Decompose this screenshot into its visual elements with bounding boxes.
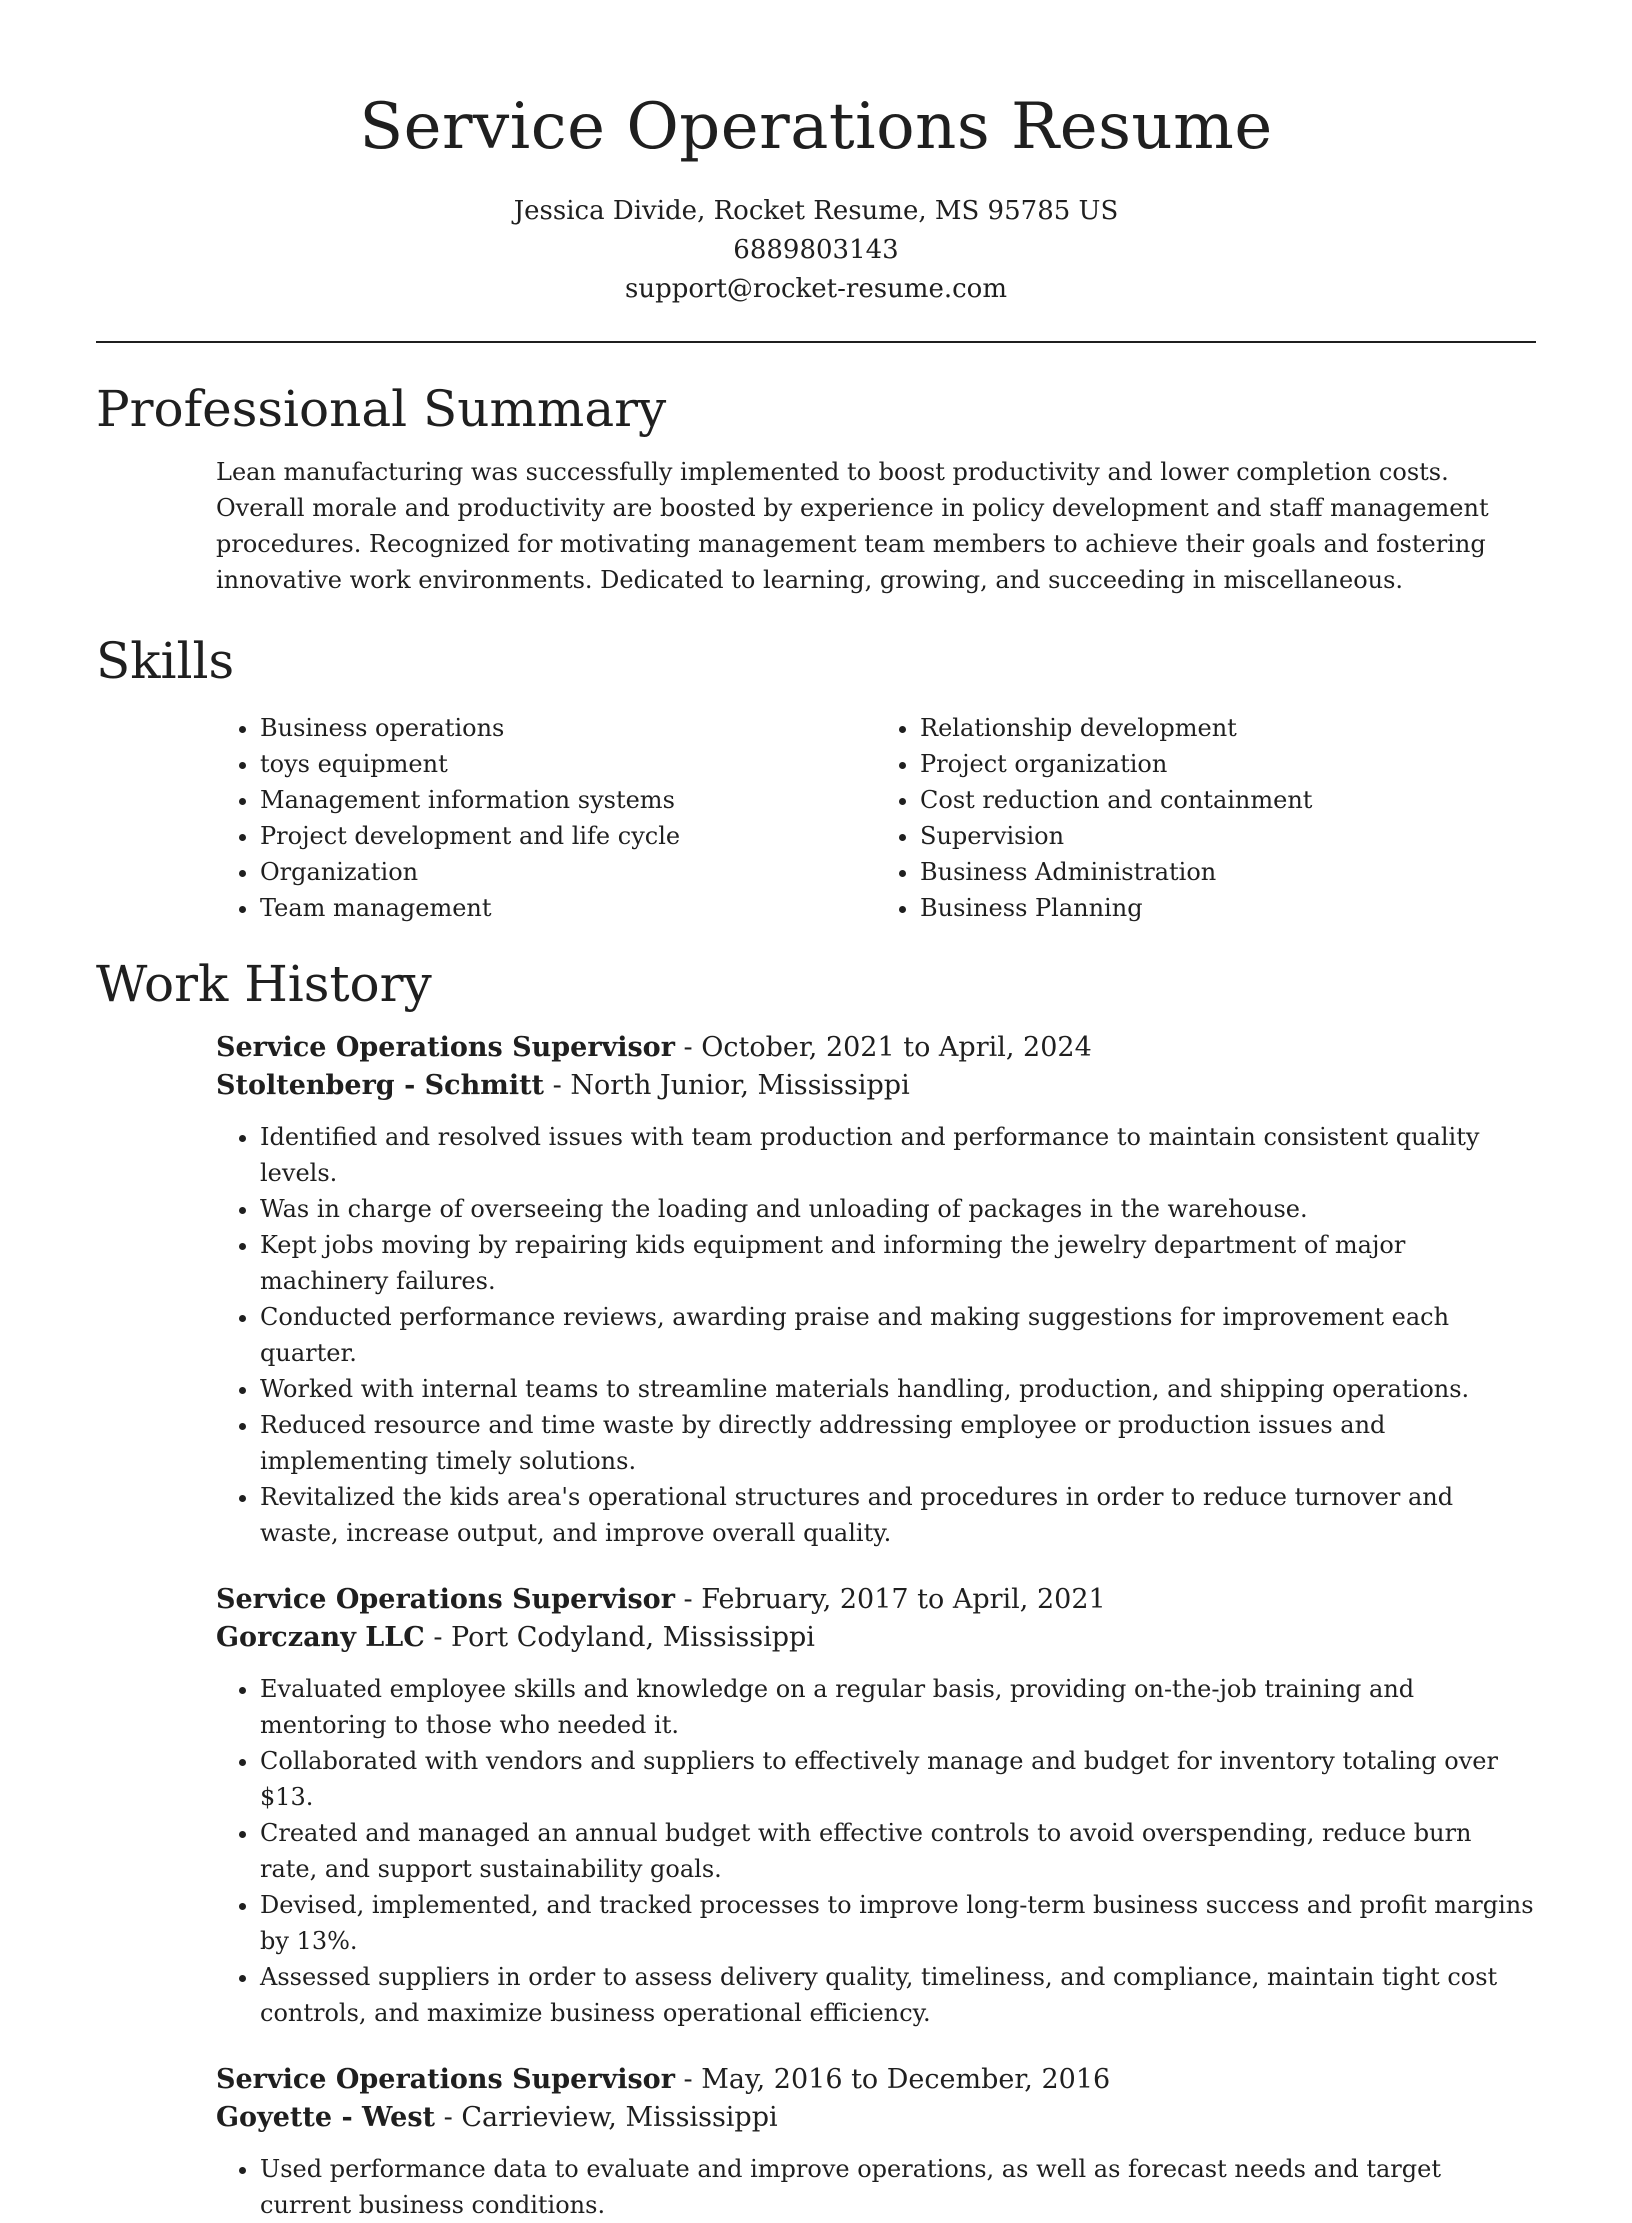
job-dates: - February, 2017 to April, 2021	[674, 1584, 1106, 1615]
job-company-line	[216, 2099, 1536, 2137]
job-dates: - October, 2021 to April, 2024	[674, 1032, 1092, 1063]
skills-grid	[216, 710, 1536, 926]
job-bullet: • Kept jobs moving by repairing kids equipment and informing the jewelry department of major machinery failures.	[260, 1227, 1536, 1299]
skills-section	[96, 630, 1536, 926]
job-bullet: • Identified and resolved issues with team production and performance to maintain consistent quality levels.	[260, 1119, 1536, 1191]
job-entry	[216, 2061, 1536, 2223]
job-bullet: • Revitalized the kids area's operational structures and procedures in order to reduce turnover and waste, increase output, and improve overall quality.	[260, 1479, 1536, 1551]
contact-address: Jessica Divide, Rocket Resume, MS 95785 US	[513, 196, 1119, 226]
skill-item: • Management information systems	[260, 782, 876, 818]
header-divider	[96, 341, 1536, 343]
job-bullet-list	[216, 2151, 1536, 2223]
skill-item: • toys equipment	[260, 746, 876, 782]
job-dates: - May, 2016 to December, 2016	[674, 2064, 1111, 2095]
job-bullet: • Created and managed an annual budget with effective controls to avoid overspending, reduce burn rate, and support sustainability goals.	[260, 1815, 1536, 1887]
contact-email: support@rocket-resume.com	[624, 274, 1007, 304]
skill-item: • Project development and life cycle	[260, 818, 876, 854]
work-history-heading: Work History	[96, 955, 432, 1013]
job-bullet-list	[216, 1119, 1536, 1551]
resume-header	[0, 0, 1632, 309]
skill-item: • Business Planning	[920, 890, 1536, 926]
job-bullet: • Collaborated with vendors and suppliers to effectively manage and budget for inventory totaling over $13.	[260, 1743, 1536, 1815]
job-bullet: • Devised, implemented, and tracked processes to improve long-term business success and profit margins by 13%.	[260, 1887, 1536, 1959]
contact-block	[0, 192, 1632, 309]
job-entry	[216, 1029, 1536, 1551]
job-company-line	[216, 1067, 1536, 1105]
skill-item: • Business operations	[260, 710, 876, 746]
job-title: Service Operations Supervisor	[216, 2064, 675, 2095]
job-location: - Port Codyland, Mississippi	[424, 1622, 815, 1653]
resume-title: Service Operations Resume	[359, 90, 1273, 164]
summary-text: Lean manufacturing was successfully implemented to boost productivity and lower completion costs. Overall morale and productivity are boosted by experience in policy development and staff management procedures. Recognized for motivating management team members to achieve their goals and fostering innovative work environments. Dedicated to learning, growing, and succeeding in miscellaneous.	[216, 458, 1489, 594]
job-bullet: • Conducted performance reviews, awarding praise and making suggestions for improvement each quarter.	[260, 1299, 1536, 1371]
job-company: Gorczany LLC	[216, 1622, 425, 1653]
skills-list-left	[216, 710, 876, 926]
job-location: - Carrieview, Mississippi	[435, 2102, 778, 2133]
job-company: Stoltenberg - Schmitt	[216, 1070, 545, 1101]
work-history-section	[96, 953, 1536, 2223]
job-title: Service Operations Supervisor	[216, 1032, 675, 1063]
job-title-line	[216, 1029, 1536, 1067]
job-bullet-list	[216, 1671, 1536, 2031]
job-company-line	[216, 1619, 1536, 1657]
job-bullet: • Was in charge of overseeing the loading and unloading of packages in the warehouse.	[260, 1191, 1536, 1227]
skill-item: • Business Administration	[920, 854, 1536, 890]
contact-phone: 6889803143	[733, 235, 899, 265]
skill-item: • Project organization	[920, 746, 1536, 782]
skill-item: • Organization	[260, 854, 876, 890]
skill-item: • Team management	[260, 890, 876, 926]
skills-heading: Skills	[96, 632, 235, 690]
summary-heading: Professional Summary	[96, 380, 667, 438]
skill-item: • Relationship development	[920, 710, 1536, 746]
job-entry	[216, 1581, 1536, 2031]
job-title-line	[216, 1581, 1536, 1619]
job-title-line	[216, 2061, 1536, 2099]
job-title: Service Operations Supervisor	[216, 1584, 675, 1615]
job-bullet: • Used performance data to evaluate and improve operations, as well as forecast needs and target current business conditions.	[260, 2151, 1536, 2223]
job-location: - North Junior, Mississippi	[544, 1070, 910, 1101]
job-bullet: • Worked with internal teams to streamline materials handling, production, and shipping operations.	[260, 1371, 1536, 1407]
skill-item: • Cost reduction and containment	[920, 782, 1536, 818]
job-bullet: • Reduced resource and time waste by directly addressing employee or production issues and implementing timely solutions.	[260, 1407, 1536, 1479]
skills-list-right	[876, 710, 1536, 926]
summary-section	[96, 378, 1536, 598]
job-bullet: • Assessed suppliers in order to assess delivery quality, timeliness, and compliance, maintain tight cost controls, and maximize business operational efficiency.	[260, 1959, 1536, 2031]
job-bullet: • Evaluated employee skills and knowledge on a regular basis, providing on-the-job training and mentoring to those who needed it.	[260, 1671, 1536, 1743]
skill-item: • Supervision	[920, 818, 1536, 854]
job-company: Goyette - West	[216, 2102, 436, 2133]
